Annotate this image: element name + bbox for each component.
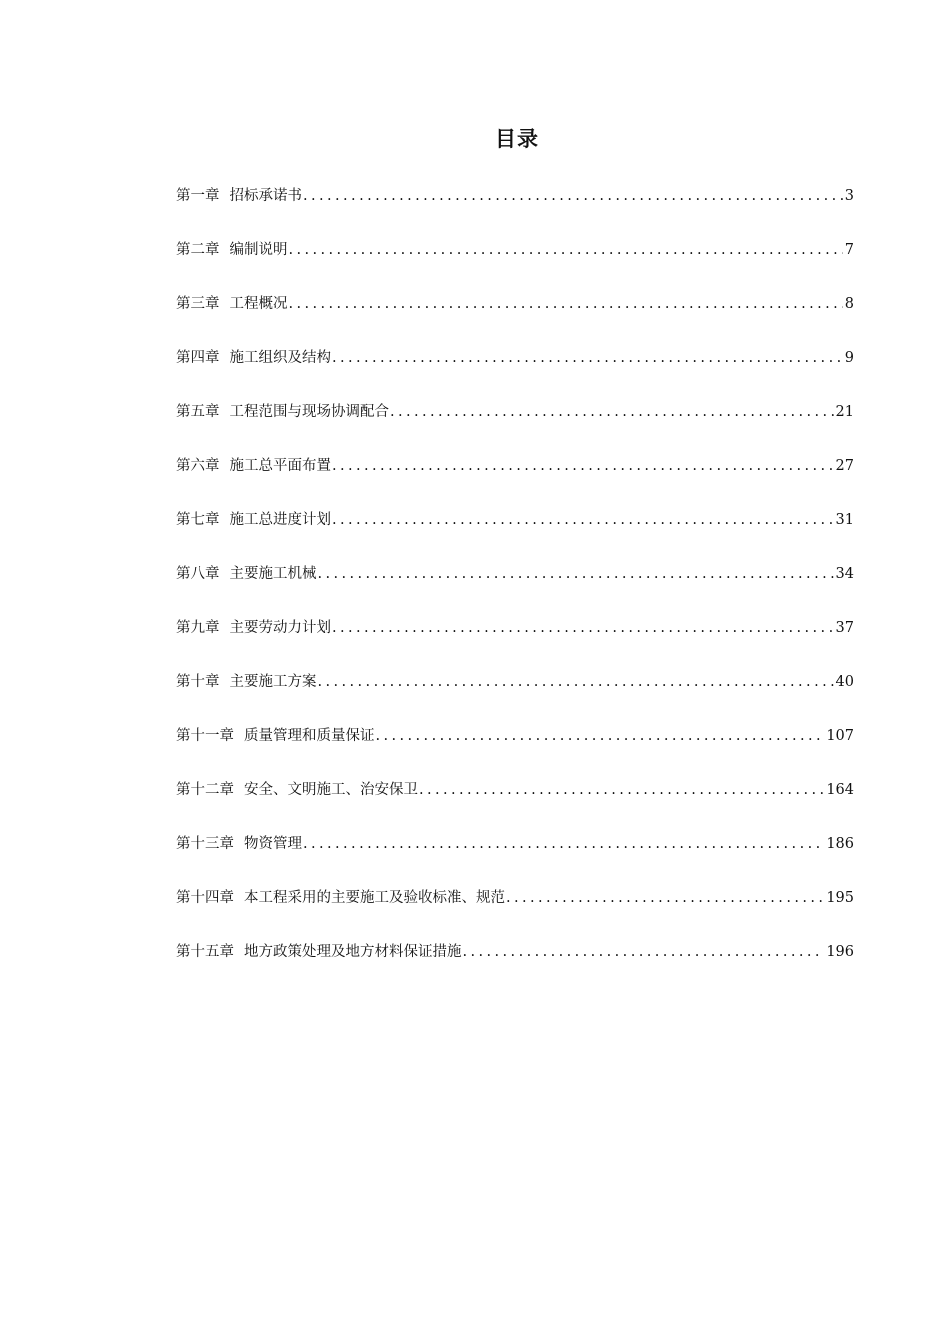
toc-chapter-number: 第六章 (176, 458, 220, 474)
toc-chapter-title: 工程范围与现场协调配合 (229, 404, 389, 420)
toc-chapter-number: 第十二章 (176, 782, 234, 798)
toc-chapter-title: 主要施工方案 (229, 674, 317, 690)
toc-page-number: 164 (826, 782, 854, 798)
toc-chapter-title: 施工总进度计划 (229, 512, 331, 528)
toc-chapter-title: 施工总平面布置 (229, 458, 331, 474)
toc-chapter-title: 地方政策处理及地方材料保证措施 (244, 944, 462, 960)
toc-page-number: 31 (835, 512, 854, 528)
toc-chapter-number: 第十三章 (176, 836, 234, 852)
toc-page-number: 195 (826, 890, 854, 906)
page-title: 目录 (495, 126, 539, 151)
toc-chapter-number: 第十章 (176, 674, 220, 690)
toc-entry[interactable] (176, 506, 854, 560)
toc-chapter-title: 工程概况 (229, 296, 288, 312)
toc-entry[interactable] (176, 236, 854, 290)
toc-page-number: 107 (826, 728, 854, 744)
toc-page-number: 34 (835, 566, 854, 582)
toc-dot-leader (332, 452, 834, 480)
toc-page-number: 9 (844, 350, 854, 366)
toc-chapter-number: 第二章 (176, 242, 220, 258)
toc-page-number: 37 (835, 620, 854, 636)
toc-page-number: 8 (844, 296, 854, 312)
toc-page-number: 7 (844, 242, 854, 258)
toc-chapter-title: 编制说明 (229, 242, 288, 258)
toc-dot-leader (318, 668, 834, 696)
toc-entry[interactable] (176, 344, 854, 398)
toc-page-number: 27 (835, 458, 854, 474)
toc-entry[interactable] (176, 830, 854, 884)
toc-entry[interactable] (176, 668, 854, 722)
toc-chapter-title: 本工程采用的主要施工及验收标准、规范 (244, 890, 505, 906)
toc-entry[interactable] (176, 452, 854, 506)
toc-chapter-title: 安全、文明施工、治安保卫 (244, 782, 418, 798)
toc-chapter-number: 第九章 (176, 620, 220, 636)
toc-chapter-number: 第四章 (176, 350, 220, 366)
toc-entry[interactable] (176, 614, 854, 668)
toc-chapter-title: 施工组织及结构 (229, 350, 331, 366)
toc-chapter-number: 第一章 (176, 188, 220, 204)
toc-chapter-number: 第十五章 (176, 944, 234, 960)
toc-dot-leader (303, 830, 824, 858)
toc-entry[interactable] (176, 884, 854, 938)
toc-entry[interactable] (176, 290, 854, 344)
toc-dot-leader (332, 614, 834, 642)
toc-chapter-title: 主要施工机械 (229, 566, 317, 582)
toc-dot-leader (303, 182, 843, 210)
toc-dot-leader (376, 722, 825, 750)
toc-chapter-title: 物资管理 (244, 836, 302, 852)
table-of-contents (176, 182, 854, 992)
toc-page-number: 21 (835, 404, 854, 420)
toc-dot-leader (390, 398, 834, 426)
toc-chapter-number: 第三章 (176, 296, 220, 312)
toc-dot-leader (289, 236, 843, 264)
toc-dot-leader (419, 776, 824, 804)
toc-dot-leader (332, 506, 834, 534)
toc-chapter-number: 第十四章 (176, 890, 234, 906)
toc-dot-leader (289, 290, 843, 318)
toc-dot-leader (332, 344, 843, 372)
toc-entry[interactable] (176, 398, 854, 452)
toc-chapter-number: 第八章 (176, 566, 220, 582)
toc-entry[interactable] (176, 560, 854, 614)
toc-chapter-title: 招标承诺书 (229, 188, 302, 204)
toc-chapter-number: 第七章 (176, 512, 220, 528)
toc-chapter-number: 第五章 (176, 404, 220, 420)
toc-entry[interactable] (176, 722, 854, 776)
toc-chapter-title: 质量管理和质量保证 (244, 728, 375, 744)
toc-chapter-number: 第十一章 (176, 728, 234, 744)
toc-entry[interactable] (176, 182, 854, 236)
toc-dot-leader (506, 884, 824, 912)
toc-page-number: 186 (826, 836, 854, 852)
toc-page-number: 196 (826, 944, 854, 960)
toc-chapter-title: 主要劳动力计划 (229, 620, 331, 636)
toc-page-number: 40 (835, 674, 854, 690)
toc-page-number: 3 (844, 188, 854, 204)
toc-entry[interactable] (176, 776, 854, 830)
toc-entry[interactable] (176, 938, 854, 992)
toc-dot-leader (318, 560, 834, 588)
toc-dot-leader (463, 938, 825, 966)
